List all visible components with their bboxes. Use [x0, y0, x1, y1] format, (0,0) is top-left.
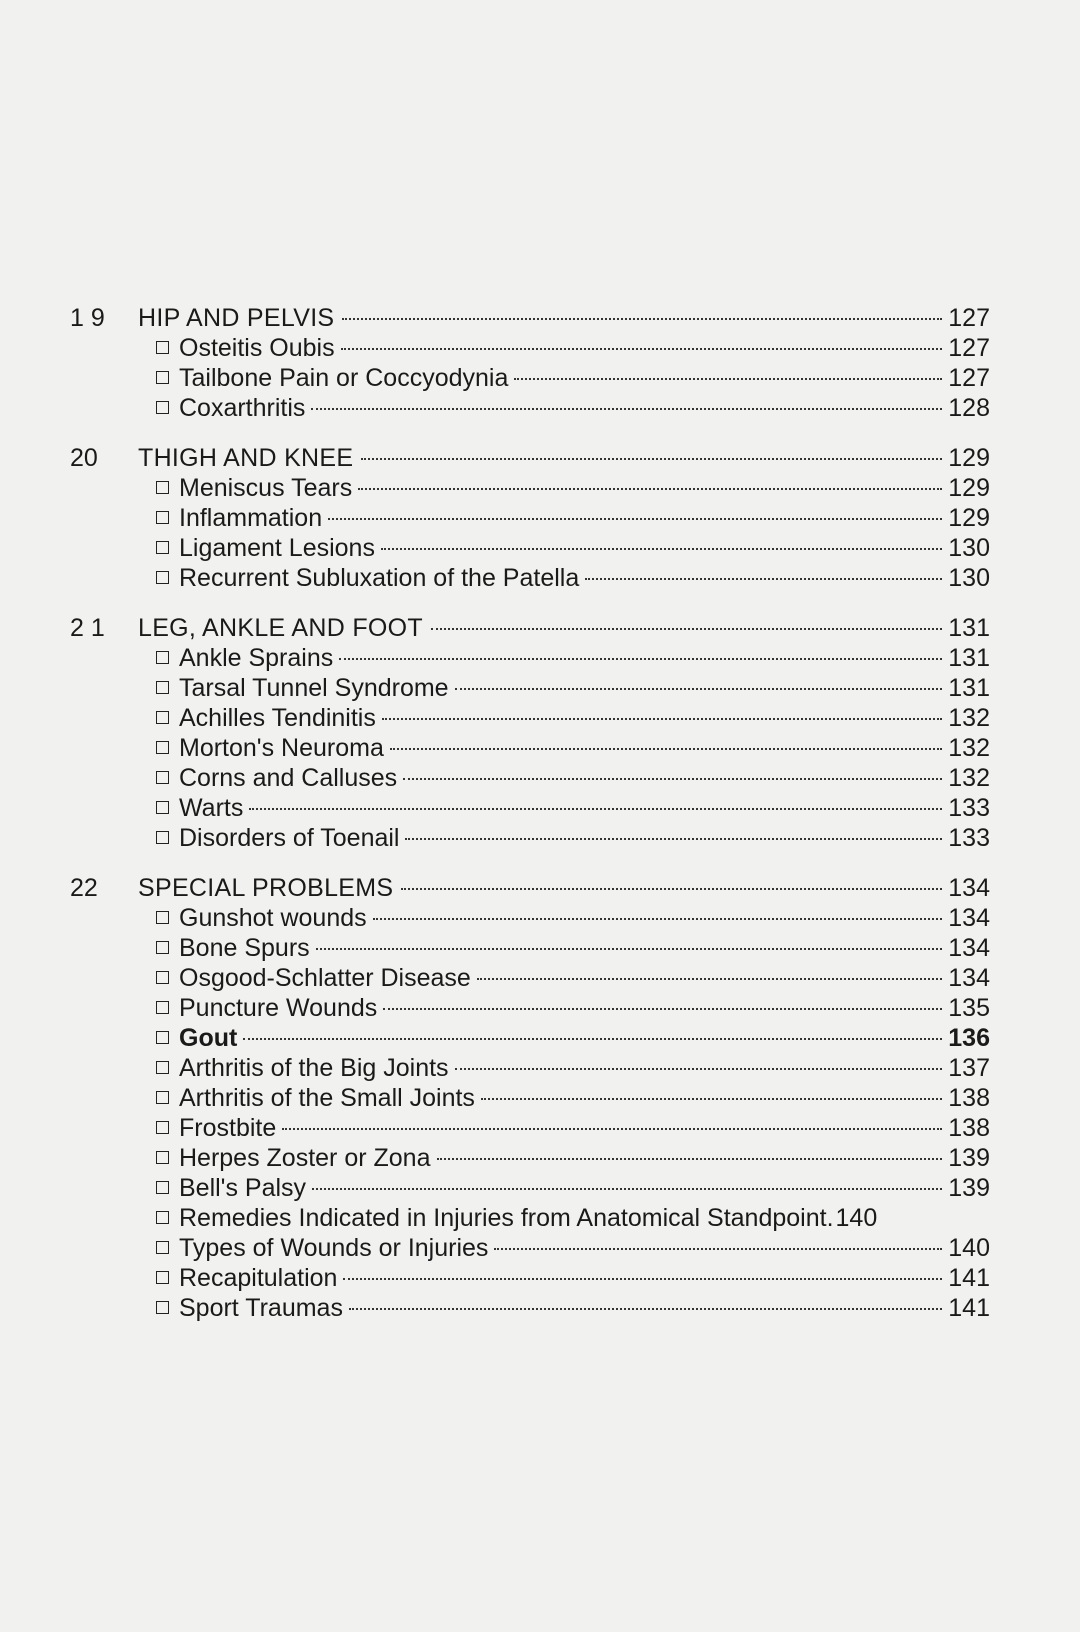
checkbox-bullet-icon — [156, 1151, 169, 1164]
toc-entry — [70, 963, 990, 993]
dot-leader — [381, 548, 942, 550]
checkbox-bullet-icon — [156, 941, 169, 954]
checkbox-bullet-icon — [156, 1001, 169, 1014]
page-number: 132 — [948, 764, 990, 792]
dot-leader — [494, 1248, 942, 1250]
toc-entry — [70, 563, 990, 593]
entry-label: Types of Wounds or Injuries — [179, 1234, 489, 1262]
entry-label: Tailbone Pain or Coccyodynia — [179, 364, 509, 392]
checkbox-bullet-icon — [156, 1031, 169, 1044]
toc-entry — [70, 1083, 990, 1113]
entry-label: Puncture Wounds — [179, 994, 378, 1022]
dot-leader — [358, 488, 942, 490]
entry-label: Osgood-Schlatter Disease — [179, 964, 471, 992]
checkbox-bullet-icon — [156, 711, 169, 724]
page-number: 134 — [948, 904, 990, 932]
page-number: 132 — [948, 734, 990, 762]
page-number: 127 — [948, 334, 990, 362]
entry-label: Osteitis Oubis — [179, 334, 335, 362]
chapter-21 — [70, 613, 990, 853]
chapter-22 — [70, 873, 990, 1323]
checkbox-bullet-icon — [156, 971, 169, 984]
checkbox-bullet-icon — [156, 571, 169, 584]
page-number: 140 — [948, 1234, 990, 1262]
checkbox-bullet-icon — [156, 1241, 169, 1254]
entry-label: Morton's Neuroma — [179, 734, 384, 762]
page-number: 130 — [948, 564, 990, 592]
page-number: 135 — [948, 994, 990, 1022]
entry-label: Warts — [179, 794, 244, 822]
page-number: 134 — [948, 934, 990, 962]
checkbox-bullet-icon — [156, 1211, 169, 1224]
page-number: 141 — [948, 1264, 990, 1292]
page-number: 138 — [948, 1114, 990, 1142]
entry-label: Coxarthritis — [179, 394, 306, 422]
chapter-19 — [70, 303, 990, 423]
toc-entry — [70, 763, 990, 793]
entry-label: Bone Spurs — [179, 934, 310, 962]
toc-entry — [70, 363, 990, 393]
dot-leader — [455, 1068, 942, 1070]
page-number: 132 — [948, 704, 990, 732]
dot-leader — [403, 778, 942, 780]
chapter-heading — [70, 613, 990, 643]
entry-label: Sport Traumas — [179, 1294, 343, 1322]
checkbox-bullet-icon — [156, 831, 169, 844]
page-number: 131 — [948, 674, 990, 702]
dot-leader — [382, 718, 942, 720]
chapter-title: LEG, ANKLE AND FOOT — [138, 614, 423, 642]
checkbox-bullet-icon — [156, 651, 169, 664]
chapter-heading — [70, 303, 990, 333]
dot-leader — [361, 458, 942, 460]
entry-label: Frostbite — [179, 1114, 277, 1142]
entry-label: Meniscus Tears — [179, 474, 353, 502]
checkbox-bullet-icon — [156, 911, 169, 924]
entry-label: Achilles Tendinitis — [179, 704, 376, 732]
dot-leader — [405, 838, 942, 840]
toc-entry — [70, 1203, 990, 1233]
dot-leader — [481, 1098, 942, 1100]
page-number: 133 — [948, 794, 990, 822]
toc-entry — [70, 1233, 990, 1263]
toc-entry — [70, 1023, 990, 1053]
dot-leader — [243, 1038, 942, 1040]
dot-leader — [373, 918, 942, 920]
toc-entry — [70, 823, 990, 853]
dot-leader — [249, 808, 942, 810]
page-number: 133 — [948, 824, 990, 852]
checkbox-bullet-icon — [156, 741, 169, 754]
dot-leader — [437, 1158, 943, 1160]
dot-leader — [339, 658, 942, 660]
page-number: 141 — [948, 1294, 990, 1322]
toc-entry — [70, 503, 990, 533]
page-number: 134 — [948, 874, 990, 902]
page-number: 139 — [948, 1174, 990, 1202]
checkbox-bullet-icon — [156, 541, 169, 554]
dot-leader — [585, 578, 942, 580]
dot-leader — [312, 1188, 942, 1190]
dot-leader — [328, 518, 942, 520]
chapter-title: THIGH AND KNEE — [138, 444, 354, 472]
entry-label: Disorders of Toenail — [179, 824, 400, 852]
toc-entry — [70, 733, 990, 763]
toc-entry — [70, 793, 990, 823]
chapter-20 — [70, 443, 990, 593]
page-number: 128 — [948, 394, 990, 422]
entry-label: Inflammation — [179, 504, 323, 532]
checkbox-bullet-icon — [156, 801, 169, 814]
dot-leader — [383, 1008, 942, 1010]
entry-label: Remedies Indicated in Injuries from Anatomical Standpoint. — [179, 1204, 834, 1232]
entry-label: Corns and Calluses — [179, 764, 398, 792]
entry-label: Bell's Palsy — [179, 1174, 307, 1202]
chapter-number: 1 9 — [70, 304, 105, 332]
entry-label: Recurrent Subluxation of the Patella — [179, 564, 580, 592]
entry-label: Ankle Sprains — [179, 644, 334, 672]
checkbox-bullet-icon — [156, 401, 169, 414]
checkbox-bullet-icon — [156, 1121, 169, 1134]
dot-leader — [431, 628, 942, 630]
toc-entry — [70, 1173, 990, 1203]
entry-label: Herpes Zoster or Zona — [179, 1144, 431, 1172]
entry-label: Gout — [179, 1024, 238, 1052]
checkbox-bullet-icon — [156, 371, 169, 384]
toc-entry — [70, 643, 990, 673]
toc-entry — [70, 993, 990, 1023]
checkbox-bullet-icon — [156, 511, 169, 524]
toc-entry — [70, 903, 990, 933]
entry-label: Tarsal Tunnel Syndrome — [179, 674, 449, 702]
page-number: 136 — [948, 1024, 990, 1052]
toc-entry — [70, 1113, 990, 1143]
page-number: 131 — [948, 614, 990, 642]
dot-leader — [343, 1278, 942, 1280]
page-number: 140 — [835, 1204, 878, 1232]
toc-entry — [70, 333, 990, 363]
entry-label: Ligament Lesions — [179, 534, 375, 562]
table-of-contents — [70, 303, 990, 1343]
page-number: 129 — [948, 504, 990, 532]
dot-leader — [282, 1128, 942, 1130]
toc-entry — [70, 473, 990, 503]
chapter-heading — [70, 873, 990, 903]
toc-entry — [70, 933, 990, 963]
page-number: 129 — [948, 474, 990, 502]
page-number: 131 — [948, 644, 990, 672]
chapter-number: 20 — [70, 444, 98, 472]
checkbox-bullet-icon — [156, 1061, 169, 1074]
dot-leader — [390, 748, 942, 750]
checkbox-bullet-icon — [156, 1301, 169, 1314]
chapter-title: SPECIAL PROBLEMS — [138, 874, 394, 902]
checkbox-bullet-icon — [156, 1181, 169, 1194]
toc-entry — [70, 533, 990, 563]
page-number: 129 — [948, 444, 990, 472]
page-number: 137 — [948, 1054, 990, 1082]
dot-leader — [342, 318, 942, 320]
dot-leader — [455, 688, 942, 690]
page-number: 134 — [948, 964, 990, 992]
page-number: 130 — [948, 534, 990, 562]
checkbox-bullet-icon — [156, 771, 169, 784]
dot-leader — [316, 948, 942, 950]
page-number: 138 — [948, 1084, 990, 1112]
dot-leader — [341, 348, 942, 350]
toc-entry — [70, 1053, 990, 1083]
checkbox-bullet-icon — [156, 481, 169, 494]
checkbox-bullet-icon — [156, 681, 169, 694]
chapter-number: 2 1 — [70, 614, 105, 642]
toc-entry — [70, 393, 990, 423]
chapter-heading — [70, 443, 990, 473]
toc-entry — [70, 703, 990, 733]
checkbox-bullet-icon — [156, 1091, 169, 1104]
dot-leader — [514, 378, 942, 380]
entry-label: Arthritis of the Small Joints — [179, 1084, 475, 1112]
page-number: 139 — [948, 1144, 990, 1172]
chapter-number: 22 — [70, 874, 98, 902]
page-number: 127 — [948, 304, 990, 332]
entry-label: Recapitulation — [179, 1264, 338, 1292]
chapter-title: HIP AND PELVIS — [138, 304, 335, 332]
toc-entry — [70, 1293, 990, 1323]
entry-label: Gunshot wounds — [179, 904, 367, 932]
toc-entry — [70, 673, 990, 703]
dot-leader — [349, 1308, 942, 1310]
dot-leader — [401, 888, 942, 890]
entry-label: Arthritis of the Big Joints — [179, 1054, 449, 1082]
dot-leader — [311, 408, 942, 410]
toc-entry — [70, 1143, 990, 1173]
checkbox-bullet-icon — [156, 341, 169, 354]
page-number: 127 — [948, 364, 990, 392]
toc-entry — [70, 1263, 990, 1293]
dot-leader — [477, 978, 942, 980]
checkbox-bullet-icon — [156, 1271, 169, 1284]
